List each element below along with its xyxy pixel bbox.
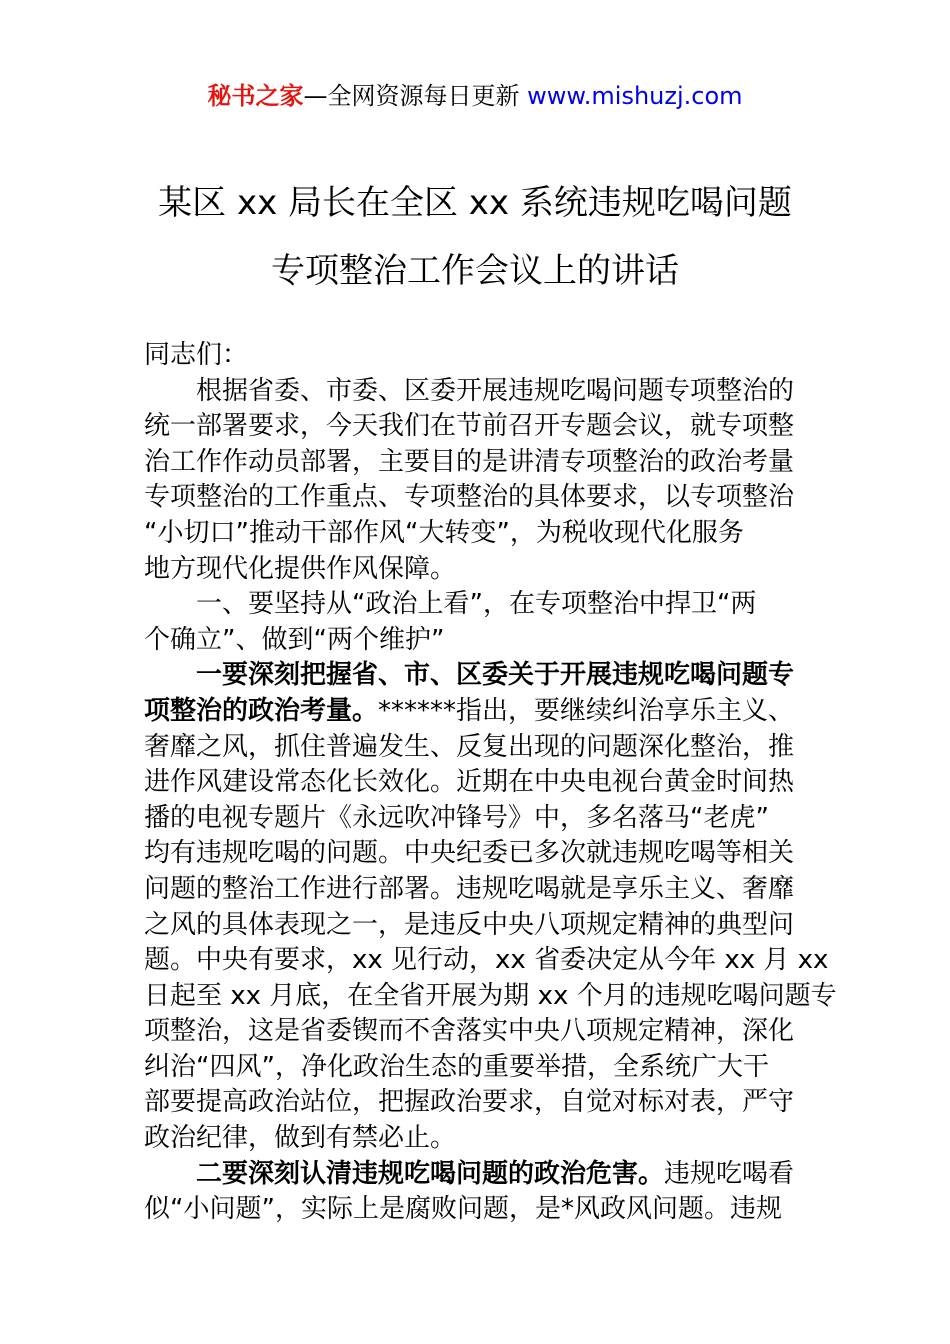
paragraph-line: 均有违规吃喝的问题。中央纪委已多次就违规吃喝等相关 xyxy=(144,838,795,869)
paragraph-line: 奢靡之风，抓住普遍发生、反复出现的问题深化整治，推 xyxy=(144,731,795,762)
subsection-heading-tail: 项整治的政治考量。 xyxy=(144,695,379,726)
paragraph-line: 部要提高政治站位，把握政治要求，自觉对标对表，严守 xyxy=(144,1087,795,1118)
paragraph-line: 日起至 xx 月底，在全省开展为期 xx 个月的违规吃喝问题专 xyxy=(144,980,837,1011)
paragraph-line: 进作风建设常态化长效化。近期在中央电视台黄金时间热 xyxy=(144,767,795,798)
paragraph-line: 之风的具体表现之一，是违反中央八项规定精神的典型问 xyxy=(144,909,795,940)
section-heading-line: 一、要坚持从“政治上看”，在专项整治中捍卫“两 xyxy=(196,589,757,620)
document-title-line-1: 某区 xx 局长在全区 xx 系统违规吃喝问题 xyxy=(158,183,792,223)
paragraph-line: 似“小问题”，实际上是腐败问题，是*风政风问题。违规 xyxy=(144,1194,782,1225)
paragraph-line: 问题的整治工作进行部署。违规吃喝就是享乐主义、奢靡 xyxy=(144,873,795,904)
paragraph-line-mixed xyxy=(144,1157,808,1193)
paragraph-line: 题。中央有要求，xx 见行动，xx 省委决定从今年 xx 月 xx xyxy=(144,945,829,976)
site-header xyxy=(0,78,950,114)
paragraph-line: “小切口”推动干部作风“大转变”，为税收现代化服务 xyxy=(144,517,744,548)
subsection-heading-line: 一要深刻把握省、市、区委关于开展违规吃喝问题专 xyxy=(196,660,795,691)
paragraph-line: 地方现代化提供作风保障。 xyxy=(144,553,457,584)
paragraph-line: 根据省委、市委、区委开展违规吃喝问题专项整治的 xyxy=(196,375,795,406)
paragraph-line: 播的电视专题片《永远吹冲锋号》中，多名落马“老虎” xyxy=(144,802,769,833)
subsection-heading: 二要深刻认清违规吃喝问题的政治危害。 xyxy=(196,1158,665,1189)
brand-name: 秘书之家 xyxy=(207,82,304,110)
paragraph-text: ******指出，要继续纠治享乐主义、 xyxy=(378,695,795,726)
document-body xyxy=(144,338,837,1228)
paragraph-text: 违规吃喝看 xyxy=(664,1158,795,1189)
paragraph-line: 专项整治的工作重点、专项整治的具体要求，以专项整治 xyxy=(144,482,795,513)
salutation: 同志们： xyxy=(144,340,249,370)
paragraph-line-mixed xyxy=(144,694,808,730)
site-url[interactable]: www.mishuzj.com xyxy=(527,82,743,110)
section-heading-line: 个确立”、做到“两个维护” xyxy=(144,624,445,655)
paragraph-line: 项整治，这是省委锲而不舍落实中央八项规定精神，深化 xyxy=(144,1016,795,1047)
paragraph-line: 治工作作动员部署，主要目的是讲清专项整治的政治考量 xyxy=(144,446,795,477)
header-tagline: —全网资源每日更新 xyxy=(303,82,528,110)
paragraph-line: 纠治“四风”，净化政治生态的重要举措，全系统广大干 xyxy=(144,1051,769,1082)
document-title-line-2: 专项整治工作会议上的讲话 xyxy=(271,251,679,291)
paragraph-line: 统一部署要求，今天我们在节前召开专题会议，就专项整 xyxy=(144,411,795,442)
paragraph-line: 政治纪律，做到有禁必止。 xyxy=(144,1123,457,1154)
